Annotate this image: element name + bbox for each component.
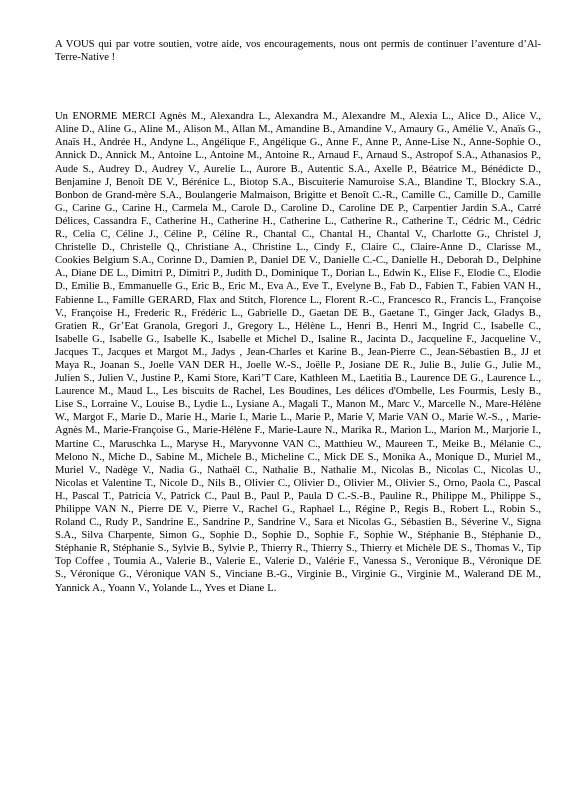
intro-paragraph: A VOUS qui par votre soutien, votre aide, vos encouragements, nous ont permis de continuer l’aventure d’Al-Terre-Native ! (55, 39, 541, 64)
thanks-paragraph: Un ENORME MERCI Agnès M., Alexandra L., Alexandra M., Alexandre M., Alexia L., Alice D., Alice V., Aline D., Aline G., Aline M., Alison M., Allan M., Amandine B., Amandine V., Amaury G., Amélie V., Anaïs G., Anaïs H., Andrée H., Andyne L., Angélique F., Angélique G., Anne F., Anne P., Anne-Lise N., Anne-Sophie O., Annick D., Annick M., Antoine L., Antoine M., Antoine R., Arnaud F., Arnaud S., Astropof S.A., Athanasios P., Aude S., Audrey D., Audrey V., Aurelie L., Aurore B., Autentic S.A., Axelle P., Béatrice M., Bénédicte D., Benjamine J, Benoît DE V., Bérénice L., Biotop S.A., Biscuiterie Namuroise S.A., Blandine T., Blockry S.A., Bonbon de Grand-mère S.A., Boulangerie Malmaison, Brigitte et Benoît C.-R., Camille C., Camille D., Camille G., Carine G., Carine H., Carmela M., Carole D., Caroline D., Caroline DE P., Carpentier Jardin S.A., Carré Délices, Cassandra F., Catherine H., Catherine H., Catherine L., Catherine R., Catherine T., Cédric M., Cédric R., Celia C, Céline J., Céline P., Céline R., Chantal C., Chantal H., Chantal V., Charlotte G., Christel J, Christelle D., Christelle Q., Christiane A., Christine L., Cindy F., Claire C., Claire-Anne D., Clarisse M., Cookies Belgium S.A., Corinne D., Damien P., Daniel DE V., Danielle C.-C., Danielle H., Deborah D., Delphine A., Diane DE L., Dimitri P., Dimitri P., Judith D., Dominique T., Dorian L., Edwin K., Elise F., Elodie C., Elodie D., Emilie B., Emmanuelle G., Eric B., Eric M., Eva A., Eve T., Evelyne B., Fab D., Fabien T., Fabien VAN H., Fabienne L., Famille GERARD, Flax and Stitch, Florence L., Florent R.-C., Francesco R., Francis L., Françoise V., Françoise H., Frederic R., Frédéric L., Gabrielle D., Gaetan DE B., Gaetane T., Ginger Jack, Gladys B., Gratien R., Gr’Eat Granola, Gregori J., Gregory L., Hélène L., Henri B., Henri M., Ingrid C., Isabelle C., Isabelle G., Isabelle G., Isabelle K., Isabelle et Michel D., Isaline R., Jacinta D., Jacqueline F., Jacqueline V., Jacques T., Jacques et Margot M., Jadys , Jean-Charles et Karine B., Jean-Pierre C., Jean-Sébastien B., JJ et Maya R., Joanan S., Joelle VAN DER H., Joelle W.-S., Joëlle P., Josiane DE R., Julie B., Julie G., Julie M., Julien S., Julien V., Justine P., Kami Store, Kari’T Care, Kathleen M., Laetitia B., Laurence DE G., Laurence L., Laurence M., Maud L., Les biscuits de Rachel, Les Boudines, Les délices d'Ombelle, Les Fourmis, Lesly B., Lise S., Lorraine V., Louise B., Lydie L., Lysiane A., Magali T., Manon M., Marc V., Marcelle N., Mare-Hélène W., Margot F., Marie D., Marie H., Marie I., Marie L., Marie P., Marie V, Marie VAN O., Marie W.-S., , Marie-Agnès M., Marie-Françoise G., Marie-Hélène F., Marie-Laure N., Marika R., Marion L., Marion M., Marjorie I., Martine C., Maruschka L., Maryse H., Maryvonne VAN C., Matthieu W., Maureen T., Meike B., Mélanie C., Melono N., Miche D., Sabine M., Michele B., Micheline C., Mick DE S., Monika A., Monique D., Muriel M., Muriel V., Nadège V., Nadia G., Nathaël C., Nathalie B., Nathalie M., Nicolas B., Nicolas C., Nicolas U., Nicolas et Valentine T., Nicole D., Nils B., Olivier C., Olivier D., Olivier M., Olivier S., Orno, Paola C., Pascal H., Pascal T., Patricia V., Patrick C., Paul B., Paul P., Paula D C.-S.-B., Pauline R., Philippe M., Philippe S., Philippe VAN N., Pierre DE V., Pierre V., Rachel G., Raphael L., Régine P., Regis B., Robert L., Robin S., Roland C., Rudy P., Sandrine E., Sandrine P., Sandrine V., Sara et Nicolas G., Sébastien B., Séverine V., Signa S.A., Silva Charpente, Simon G., Sophie D., Sophie D., Sophie F., Sophie W., Stéphanie B., Stéphanie D., Stéphanie R, Stéphanie S., Sylvie B., Sylvie P., Thierry R., Thierry S., Thierry et Michèle DE S., Thomas V., Tip Top Coffee , Toumia A., Valerie B., Valerie E., Valerie D., Valérie F., Vanessa S., Veronique B., Véronique DE S., Véronique G., Véronique VAN S., Vinciane B.-G., Virginie B., Virginie G., Virginie M., Walerand DE M., Yannick A., Yoann V., Yolande L., Yves et Diane L. (55, 111, 541, 594)
document-page (55, 38, 541, 595)
